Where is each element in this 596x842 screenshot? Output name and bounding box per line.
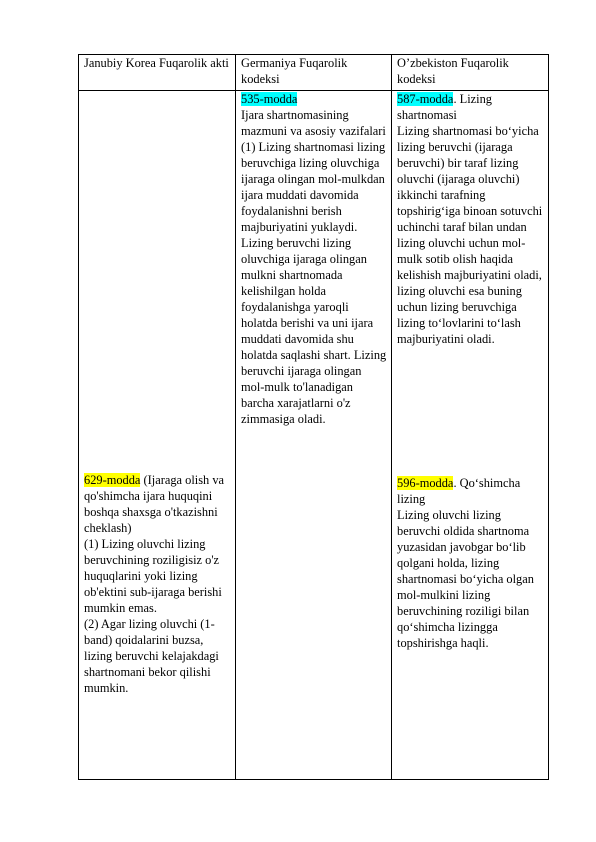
article-629-clause-2: (2) Agar lizing oluvchi (1-band) qoidalarini buzsa, lizing beruvchi kelajakdagi shartnomani bekor qilishi mumkin. <box>84 617 219 695</box>
article-title-596: . Qo‘shimcha lizing <box>397 476 521 506</box>
germany-column <box>236 91 392 780</box>
article-629-clause-1: (1) Lizing oluvchi lizing beruvchining roziligisiz o'z huquqlarini yoki lizing ob'ektini sub-ijaraga berishi mumkin emas. <box>84 537 222 615</box>
korea-column <box>79 91 236 780</box>
table-body-row <box>79 91 549 780</box>
header-uzbekistan: O’zbekiston Fuqarolik kodeksi <box>392 55 549 91</box>
article-title-587: . Lizing shartnomasi <box>397 92 492 122</box>
article-title-535: Ijara shartnomasining mazmuni va asosiy vazifalari <box>241 108 386 138</box>
article-596-text: Lizing oluvchi lizing beruvchi oldida shartnoma yuzasidan javobgar bo‘lib qolgani holda, lizing shartnomasi bo‘yicha olgan mol-mulkini lizing beruvchining roziligi bilan qo‘shimcha lizingga topshirishga haqli. <box>397 508 534 650</box>
uzbekistan-gap <box>397 347 544 475</box>
uzbekistan-article-587 <box>397 91 544 347</box>
table-header-row <box>79 55 549 91</box>
article-number-596: 596-modda <box>397 476 454 490</box>
article-title-629: (Ijaraga olish va qo'shimcha ijara huquqini boshqa shaxsga o'tkazishni cheklash) <box>84 473 225 535</box>
article-535-text: (1) Lizing shartnomasi lizing beruvchiga lizing oluvchiga ijaraga olingan mol-mulkdan ijara muddati davomida foydalanishni berish majburiyatini yuklaydi. Lizing beruvchi lizing oluvchiga ijaraga olingan mulkni shartnomada kelishilgan holda foydalanishga yaroqli holatda berishi va uni ijara muddati davomida shu holatda saqlashi shart. Lizing beruvchi ijaraga olingan mol-mulk to'lanadigan barcha xarajatlarni o'z zimmasiga oladi. <box>241 140 387 426</box>
korea-empty-space <box>84 91 231 472</box>
article-587-text: Lizing shartnomasi bo‘yicha lizing beruvchi (ijaraga beruvchi) bir taraf lizing oluvchi (ijaraga oluvchi) ikkinchi tarafning topshirig‘iga binoan sotuvchi uchinchi taraf bilan undan lizing oluvchi uchun mol-mulk sotib olish haqida kelishish majburiyatini oladi, lizing oluvchi esa buning uchun lizing beruvchiga lizing to‘lovlarini to‘lash majburiyatini oladi. <box>397 124 543 346</box>
article-number-587: 587-modda <box>397 92 454 106</box>
korea-article-629 <box>84 472 231 696</box>
uzbekistan-column <box>392 91 549 780</box>
header-korea: Janubiy Korea Fuqarolik akti <box>79 55 236 91</box>
article-number-535: 535-modda <box>241 92 298 106</box>
uzbekistan-article-596 <box>397 475 544 651</box>
article-number-629: 629-modda <box>84 473 141 487</box>
germany-article-535 <box>241 91 387 427</box>
header-germany: Germaniya Fuqarolik kodeksi <box>236 55 392 91</box>
comparison-table <box>78 54 549 780</box>
